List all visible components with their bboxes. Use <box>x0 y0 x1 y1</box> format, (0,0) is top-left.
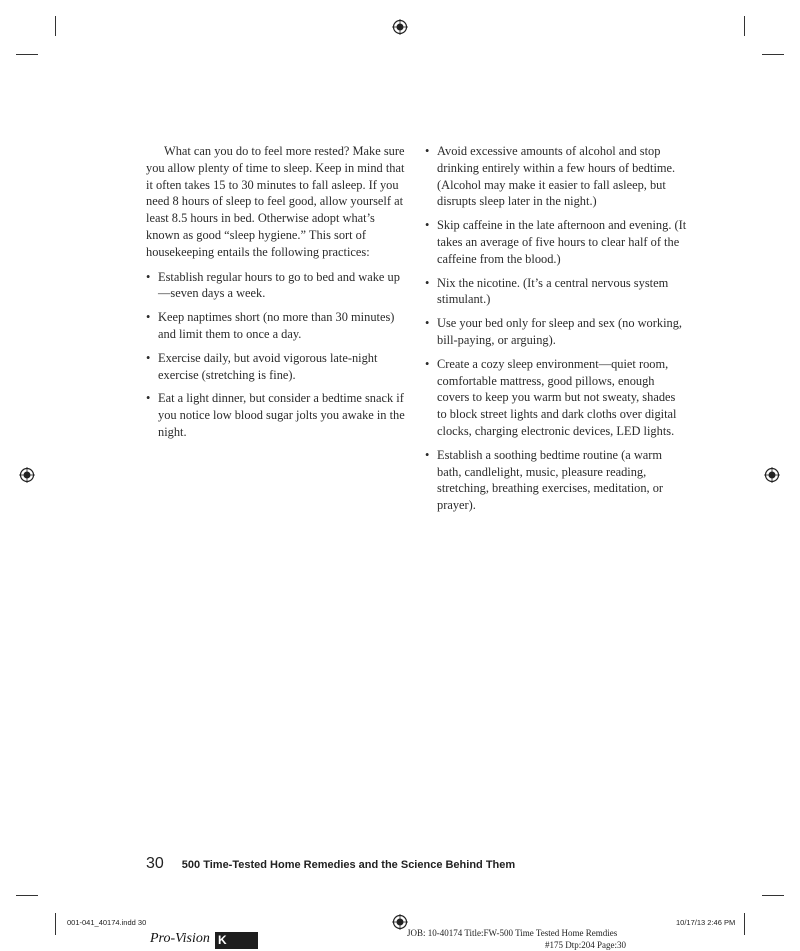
slug-datetime: 10/17/13 2:46 PM <box>676 918 736 927</box>
bullet-icon: • <box>425 316 430 331</box>
bullet-icon: • <box>425 447 430 462</box>
page-footer <box>146 855 515 873</box>
list-item <box>146 350 406 384</box>
crop-mark-bottom-right <box>744 913 745 935</box>
list-item-text: Exercise daily, but avoid vigorous late-night exercise (stretching is fine). <box>158 350 378 382</box>
crop-mark-bottom-right-h <box>762 895 784 896</box>
bullet-icon: • <box>146 310 151 325</box>
list-item <box>146 390 406 440</box>
list-item <box>425 143 687 210</box>
bullet-icon: • <box>146 269 151 284</box>
right-column <box>425 143 687 521</box>
running-title: 500 Time-Tested Home Remedies and the Science Behind Them <box>181 859 516 871</box>
bullet-icon: • <box>146 391 151 406</box>
list-item-text: Keep naptimes short (no more than 30 minutes) and limit them to once a day. <box>158 310 395 341</box>
list-item-text: Establish regular hours to go to bed and wake up—seven days a week. <box>158 269 400 301</box>
crop-mark-top-right-h <box>762 54 784 55</box>
crop-mark-bottom-left-h <box>16 895 38 896</box>
list-item-text: Avoid excessive amounts of alcohol and stop drinking entirely within a few hours of bedtime. (Alcohol may make it easier to fall asleep, but disrupts sleep later in the night.) <box>437 144 676 209</box>
list-item-text: Skip caffeine in the late afternoon and evening. (It takes an average of five hours to clear half of the caffeine from the blood.) <box>437 218 687 266</box>
right-bullet-list <box>425 143 687 514</box>
crop-mark-top-right <box>744 16 745 36</box>
left-bullet-list <box>146 269 406 441</box>
printer-logo: Pro-Vision <box>150 931 210 946</box>
slug-job-line-2: #175 Dtp:204 Page:30 <box>545 940 626 950</box>
bullet-icon: • <box>425 218 430 233</box>
registration-mark-icon <box>392 914 408 930</box>
list-item <box>425 356 687 440</box>
page-number: 30 <box>146 855 164 872</box>
list-item-text: Use your bed only for sleep and sex (no working, bill-paying, or arguing). <box>437 316 683 347</box>
crop-mark-top-left <box>55 16 56 36</box>
bullet-icon: • <box>425 275 430 290</box>
bullet-icon: • <box>425 356 430 371</box>
list-item-text: Nix the nicotine. (It’s a central nervous system stimulant.) <box>437 275 669 307</box>
bullet-icon: • <box>146 350 151 365</box>
crop-mark-top-left-h <box>16 54 38 55</box>
list-item-text: Eat a light dinner, but consider a bedtime snack if you notice low blood sugar jolts you awake in the night. <box>158 391 405 439</box>
list-item <box>146 309 406 343</box>
list-item <box>425 275 687 309</box>
registration-mark-icon <box>392 19 408 35</box>
list-item <box>146 269 406 303</box>
registration-mark-icon <box>19 467 35 483</box>
list-item-text: Establish a soothing bedtime routine (a warm bath, candlelight, music, pleasure reading, stretching, breathing exercises, meditation, or prayer). <box>437 447 664 513</box>
color-mark-black: K <box>215 932 258 949</box>
intro-paragraph: What can you do to feel more rested? Make sure you allow plenty of time to sleep. Keep in mind that it often takes 15 to 30 minutes to fall asleep. If you need 8 hours of sleep to feel good, allow yourself at least 8.5 hours in bed. Otherwise adopt what’s known as good “sleep hygiene.” This sort of housekeeping entails the following practices: <box>146 144 405 259</box>
crop-mark-bottom-left <box>55 913 56 935</box>
left-column <box>146 143 406 448</box>
list-item <box>425 447 687 514</box>
list-item-text: Create a cozy sleep environment—quiet room, comfortable mattress, good pillows, enough covers to keep you warm but not sweaty, shades to block street lights and dark cloths over digital clocks, charging electronic devices, LED lights. <box>437 356 677 438</box>
list-item <box>425 315 687 349</box>
slug-job-line-1: JOB: 10-40174 Title:FW-500 Time Tested Home Remdies <box>407 928 618 938</box>
registration-mark-icon <box>764 467 780 483</box>
list-item <box>425 217 687 267</box>
slug-file-name: 001-041_40174.indd 30 <box>67 918 147 927</box>
bullet-icon: • <box>425 144 430 158</box>
